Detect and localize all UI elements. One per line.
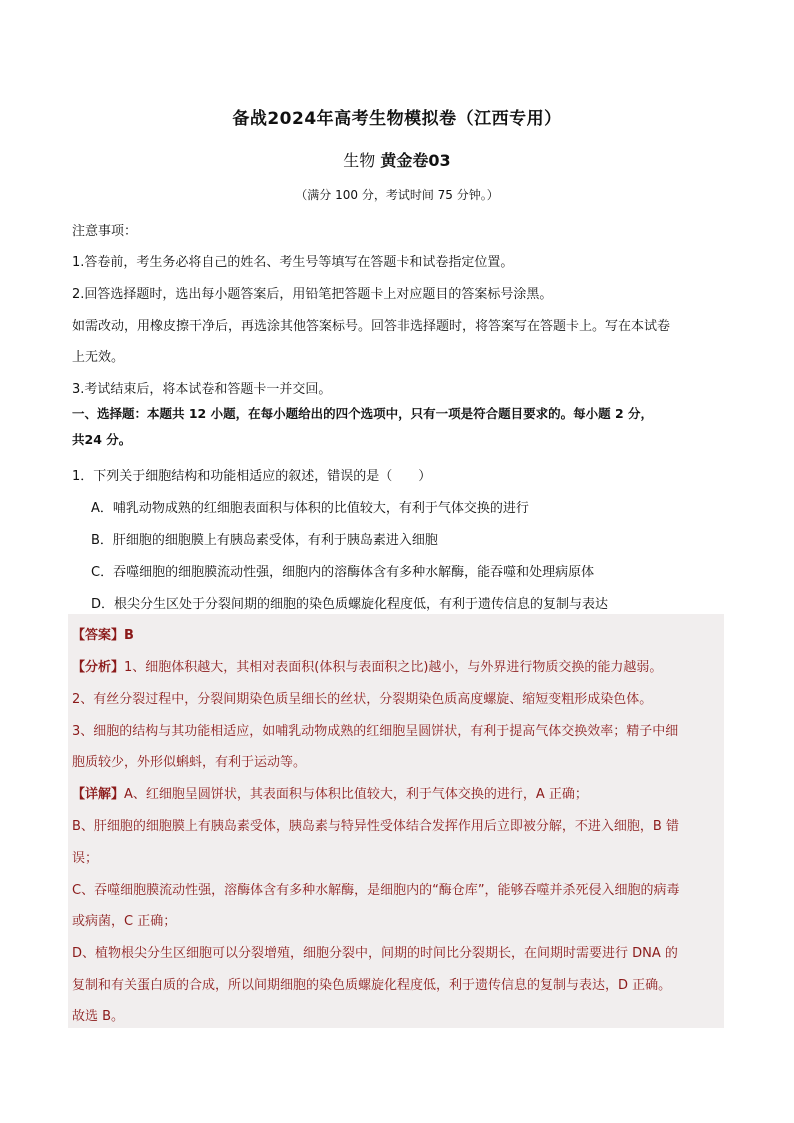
answer-value: B [124,628,134,643]
option-a: A．哺乳动物成熟的红细胞表面积与体积的比值较大，有利于气体交换的进行 [91,501,529,516]
detail-line-d: D、植物根尖分生区细胞可以分裂增殖，细胞分裂中，间期的时间比分裂期长，在间期时需要进行 DNA 的 [72,946,678,961]
detail-line-b-end: 误； [72,851,99,866]
option-c: C．吞噬细胞的细胞膜流动性强，细胞内的溶酶体含有多种水解酶，能吞噬和处理病原体 [91,565,595,580]
detail-line-a [72,783,588,802]
subtitle-paper-name: 黄金卷03 [380,151,451,170]
option-d: D．根尖分生区处于分裂间期的细胞的染色质螺旋化程度低，有利于遗传信息的复制与表达 [91,597,609,612]
analysis-tag: 【分析】 [72,660,125,675]
detail-line-b: B、肝细胞的细胞膜上有胰岛素受体，胰岛素与特异性受体结合发挥作用后立即被分解，不进入细胞，B 错 [72,819,679,834]
analysis-line-2: 2、有丝分裂过程中，分裂间期染色质呈细长的丝状，分裂期染色质高度螺旋、缩短变粗形成染色体。 [72,692,653,707]
detail-line-d-end: 复制和有关蛋白质的合成，所以间期细胞的染色质螺旋化程度低，利于遗传信息的复制与表达，D 正确。 [72,978,672,993]
analysis-line-3-end: 胞质较少，外形似蝌蚪，有利于运动等。 [72,755,307,770]
detail-tag: 【详解】 [72,787,125,802]
option-b: B．肝细胞的细胞膜上有胰岛素受体，有利于胰岛素进入细胞 [91,533,438,548]
answer-line [72,624,134,643]
section-heading-end: 共24 分。 [72,432,132,447]
note-item-2-continued: 如需改动，用橡皮擦干净后，再选涂其他答案标号。回答非选择题时，将答案写在答题卡上。写在本试卷 [72,319,671,334]
analysis-line-1 [72,656,662,675]
document-subtitle [0,148,794,171]
notes-heading: 注意事项： [72,224,138,239]
subtitle-subject: 生物 [343,151,376,170]
note-item-2: 2.回答选择题时，选出每小题答案后，用铅笔把答题卡上对应题目的答案标号涂黑。 [72,287,553,302]
note-item-3: 3.考试结束后，将本试卷和答题卡一并交回。 [72,382,332,397]
note-item-1: 1.答卷前，考生务必将自己的姓名、考生号等填写在答题卡和试卷指定位置。 [72,255,514,270]
conclusion-line: 故选 B。 [72,1009,125,1024]
question-stem: 1．下列关于细胞结构和功能相适应的叙述，错误的是（ ） [72,469,432,484]
section-heading: 一、选择题：本题共 12 小题，在每小题给出的四个选项中，只有一项是符合题目要求的。每小题 2 分， [72,406,654,421]
analysis-line-3: 3、细胞的结构与其功能相适应，如哺乳动物成熟的红细胞呈圆饼状，有利于提高气体交换效率；精子中细 [72,724,679,739]
detail-line-c-end: 或病菌，C 正确； [72,914,177,929]
detail-line-c: C、吞噬细胞膜流动性强，溶酶体含有多种水解酶，是细胞内的“酶仓库”，能够吞噬并杀死侵入细胞的病毒 [72,883,680,898]
detail-text-a: A、红细胞呈圆饼状，其表面积与体积比值较大，利于气体交换的进行，A 正确； [124,787,588,802]
note-item-2-end: 上无效。 [72,350,125,365]
answer-tag: 【答案】 [72,628,125,643]
analysis-text-1: 1、细胞体积越大，其相对表面积(体积与表面积之比)越小，与外界进行物质交换的能力越弱。 [124,660,663,675]
exam-info: （满分 100 分，考试时间 75 分钟。） [295,188,499,202]
document-title: 备战2024年高考生物模拟卷（江西专用） [232,109,562,129]
